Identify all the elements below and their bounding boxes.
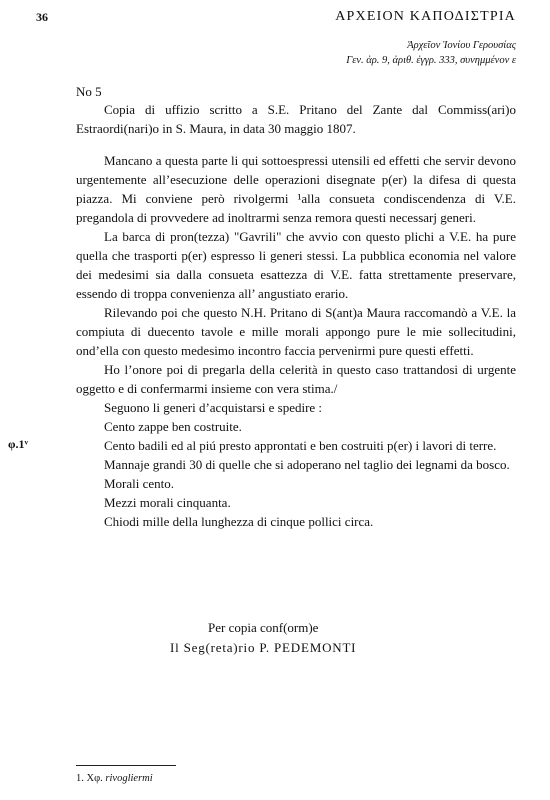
document-body xyxy=(76,100,516,531)
paragraph: Mancano a questa parte li qui sottoespressi utensili ed effetti che servir devono urgentemente all’esecuzione delle operazioni disegnate p(er) la difesa di questa piazza. Mi conviene però rivolgermi ¹alla consueta condiscendenza di V.E. pregandola di provvedere ad inoltrarmi senza remora questi necessarj generi. xyxy=(76,153,516,225)
list-item: Cento zappe ben costruite. xyxy=(104,419,242,434)
archive-source xyxy=(346,38,516,68)
footnote-divider xyxy=(76,765,176,766)
closing-line: Per copia conf(orm)e xyxy=(208,620,319,635)
list-item: Seguono li generi d’acquistarsi e spedire : xyxy=(104,400,323,415)
folio-marker: φ.1ᵛ xyxy=(8,437,29,451)
signature-line: Il Seg(reta)rio P. PEDEMONTI xyxy=(170,640,357,655)
list-item: Chiodi mille della lunghezza di cinque pollici circa. xyxy=(104,514,374,529)
source-line: Γεν. ἀρ. 9, ἀριθ. ἐγγρ. 333, συνημμένον ε xyxy=(346,55,516,66)
list-item: Mannaje grandi 30 di quelle che si adoperano nel taglio dei legnami da bosco. xyxy=(104,457,510,472)
document-number: No 5 xyxy=(76,84,102,99)
footnote xyxy=(76,773,153,784)
paragraph: La barca di pron(tezza) "Gavrili" che avvio con questo plichi a V.E. ha pure quella che trasporti p(er) espresso li generi stessi. La pubblica economia nel valore dei medesimi sia dalla consueta esattezza di V.E. fatta strettamente preservare, essendo di troppa convenienza all’ angustiato erario. xyxy=(76,229,516,301)
page-number: 36 xyxy=(36,10,48,24)
paragraph: Ho l’onore poi di pregarla della celerità in questo caso trattandosi di urgente oggetto e di confermarmi insieme con vera stima./ xyxy=(76,362,516,396)
paragraph: Rilevando poi che questo N.H. Pritano di S(ant)a Maura raccomandò a V.E. la compiuta di duecento tavole e mille morali appongo pure le mie sollecitudini, ond’ella con questo medesimo incontro faccia pervenirmi pure questi effetti. xyxy=(76,305,516,358)
source-line: Ἀρχεῖον Ἰονίου Γερουσίας xyxy=(407,40,516,51)
paragraph: Copia di uffizio scritto a S.E. Pritano del Zante dal Commiss(ari)o Estraordi(nari)o in S. Maura, in data 30 maggio 1807. xyxy=(76,102,516,136)
list-item: Cento badili ed al piú presto approntati e ben costruiti p(er) i lavori di terre. xyxy=(104,438,497,453)
closing-block xyxy=(170,618,450,658)
list-item: Mezzi morali cinquanta. xyxy=(104,495,231,510)
footnote-marker: 1. Χφ. xyxy=(76,773,103,784)
footnote-text: rivogliermi xyxy=(105,773,153,784)
running-head: ΑΡΧΕΙΟΝ ΚΑΠΟΔΙΣΤΡΙΑ xyxy=(335,9,516,24)
list-item: Morali cento. xyxy=(104,476,175,491)
